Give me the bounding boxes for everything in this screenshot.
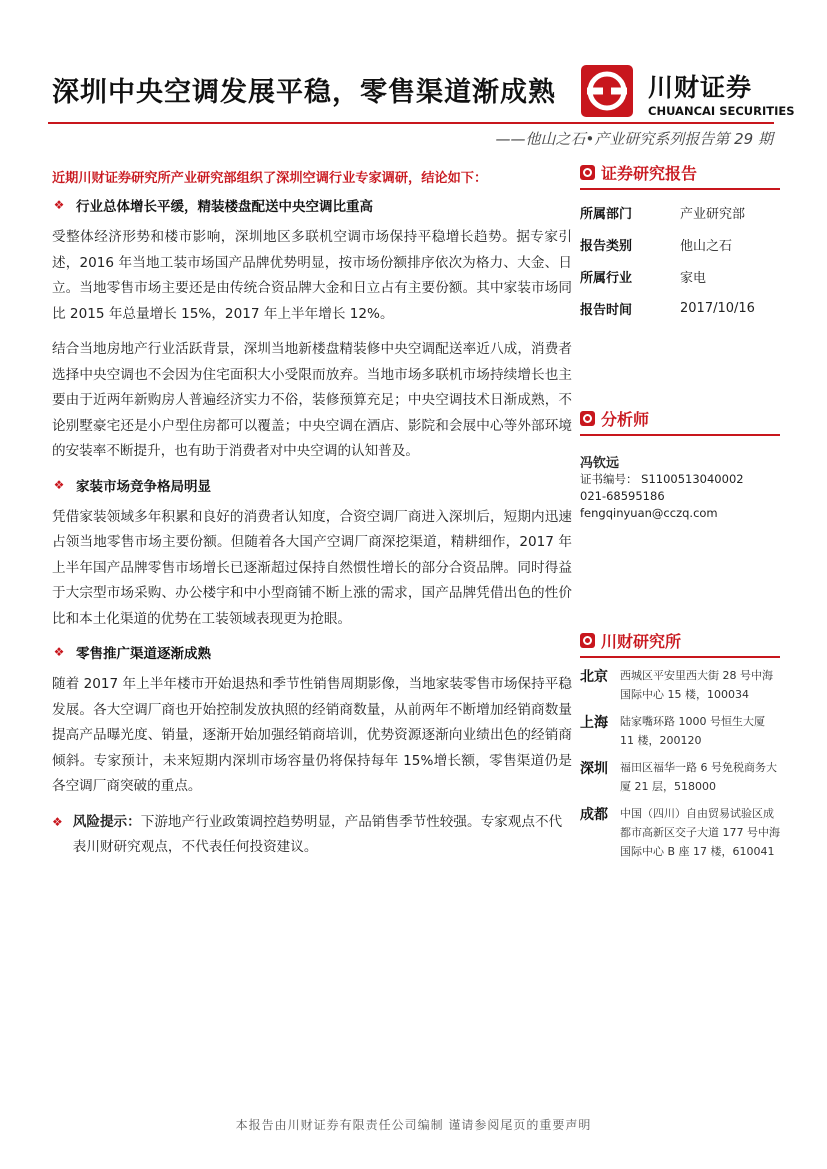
analyst-heading bbox=[580, 404, 790, 432]
info-row bbox=[580, 196, 790, 228]
info-value: 他山之石 bbox=[680, 238, 733, 254]
diamond-bullet-icon: ❖ bbox=[52, 814, 63, 829]
main-content bbox=[52, 167, 572, 861]
analyst-phone: 021-68595186 bbox=[580, 489, 665, 503]
info-value: 2017/10/16 bbox=[680, 300, 755, 316]
info-label: 报告时间 bbox=[580, 302, 633, 318]
report-heading bbox=[580, 158, 790, 186]
paragraph: 受整体经济形势和楼市影响，深圳地区多联机空调市场保持平稳增长趋势。据专家引述，2016 年当地工装市场国产品牌优势明显，按市场份额排序依次为格力、大金、日立。当地零售市场主要还是由传统合资品牌大金和日立占有主要份额。其中家装市场同比 2015 年总量增长 15%，2017 年上半年增长 12%。 bbox=[52, 229, 572, 322]
info-row bbox=[580, 292, 790, 324]
analyst-cert: 证书编号： S1100513040002 bbox=[580, 472, 744, 486]
section-heading-text: 家装市场竞争格局明显 bbox=[76, 478, 211, 495]
sidebar bbox=[580, 158, 790, 869]
analyst-badge-icon bbox=[580, 411, 595, 426]
paragraph: 结合当地房地产行业活跃背景，深圳当地新楼盘精装修中央空调配送率近八成，消费者选择中央空调也不会因为住宅面积大小受限而放弃。当地市场多联机市场持续增长也主要由于近两年新购房人普遍经济实力不俗，装修预算充足；中央空调技术日渐成熟，不论别墅豪宅还是小户型住房都可以覆盖；中央空调在酒店、影院和会展中心等外部环境的安装率不断提升，也有助于消费者对中央空调的认知普及。 bbox=[52, 341, 572, 459]
office-entry bbox=[580, 712, 790, 750]
brand-name-en: CHUANCAI SECURITIES bbox=[648, 104, 795, 118]
section-heading-text: 零售推广渠道逐渐成熟 bbox=[76, 646, 211, 662]
office-city: 成都 bbox=[580, 807, 608, 823]
info-label: 所属行业 bbox=[580, 270, 633, 286]
info-row bbox=[580, 228, 790, 260]
diamond-bullet-icon: ❖ bbox=[53, 198, 65, 212]
paragraph: 随着 2017 年上半年楼市开始退热和季节性销售周期影像，当地家装零售市场保持平稳发展。各大空调厂商也开始控制发放执照的经销商数量，从前两年不断增加经销商数量提高产品曝光度、销量，逐渐开始加强经销商培训，优势资源逐渐向业绩出色的经销商倾斜。专家预计，未来短期内深圳市场容量仍将保持每年 15%增长额，零售渠道仍是各空调厂商突破的重点。 bbox=[52, 676, 572, 794]
office-address: 陆家嘴环路 1000 号恒生大厦 11 楼，200120 bbox=[620, 715, 765, 747]
brand-name-cn: 川财证券 bbox=[648, 73, 753, 102]
office-entry bbox=[580, 804, 790, 861]
office-city: 上海 bbox=[580, 715, 608, 731]
report-heading-text: 证券研究报告 bbox=[601, 163, 698, 183]
page-title: 深圳中央空调发展平稳，零售渠道渐成熟 bbox=[52, 77, 556, 108]
analyst-heading-text: 分析师 bbox=[601, 409, 650, 429]
office-address: 西城区平安里西大街 28 号中海国际中心 15 楼，100034 bbox=[620, 669, 773, 701]
office-entry bbox=[580, 666, 790, 704]
section-heading bbox=[52, 475, 572, 495]
diamond-bullet-icon: ❖ bbox=[53, 477, 65, 492]
intro-conclusion: 近期川财证券研究所产业研究部组织了深圳空调行业专家调研，结论如下： bbox=[52, 171, 488, 186]
office-address: 中国（四川）自由贸易试验区成都市高新区交子大道 177 号中海国际中心 B 座 17 楼，610041 bbox=[620, 807, 780, 858]
paragraph: 凭借家装领域多年积累和良好的消费者认知度，合资空调厂商进入深圳后，短期内迅速占领当地零售市场主要份额。但随着各大国产空调厂商深挖渠道，精耕细作，2017 年上半年国产品牌零售市场增长已逐渐超过保持自然惯性增长的部分合资品牌。同时得益于大宗型市场采购、办公楼宇和中小型商铺不断上涨的需求，国产品牌凭借出色的性价比和本土化渠道的优势在工装领域表现更为抢眼。 bbox=[52, 508, 572, 627]
analyst-name: 冯钦远 bbox=[580, 456, 620, 471]
sidebar-divider bbox=[580, 656, 780, 658]
sidebar-divider bbox=[580, 188, 780, 190]
report-series-subtitle: ——他山之石•产业研究系列报告第 29 期 bbox=[495, 130, 773, 148]
office-city: 深圳 bbox=[580, 761, 608, 777]
info-label: 所属部门 bbox=[580, 206, 633, 222]
section-heading-text: 行业总体增长平缓，精装楼盘配送中央空调比重高 bbox=[76, 199, 373, 215]
risk-label: 风险提示： bbox=[72, 813, 141, 830]
header-divider bbox=[48, 122, 774, 124]
office-address: 福田区福华一路 6 号免税商务大厦 21 层，518000 bbox=[620, 761, 777, 793]
office-city: 北京 bbox=[580, 669, 608, 685]
section-heading bbox=[52, 195, 572, 215]
analyst-email[interactable]: fengqinyuan@cczq.com bbox=[580, 506, 718, 520]
sidebar-divider bbox=[580, 434, 780, 436]
report-badge-icon bbox=[580, 165, 595, 180]
institute-heading-text: 川财研究所 bbox=[601, 631, 682, 651]
info-label: 报告类别 bbox=[580, 238, 633, 254]
office-entry bbox=[580, 758, 790, 796]
report-info bbox=[580, 196, 790, 324]
info-value: 家电 bbox=[680, 270, 707, 286]
risk-warning bbox=[52, 810, 572, 861]
diamond-bullet-icon: ❖ bbox=[53, 645, 65, 659]
institute-heading bbox=[580, 626, 790, 654]
info-value: 产业研究部 bbox=[680, 206, 746, 222]
section-heading bbox=[52, 642, 572, 662]
company-logo-icon bbox=[581, 65, 633, 117]
info-row bbox=[580, 260, 790, 292]
risk-text: 下游地产行业政策调控趋势明显，产品销售季节性较强。专家观点不代表川财研究观点，不代表任何投资建议。 bbox=[72, 813, 563, 855]
institute-badge-icon bbox=[580, 633, 595, 648]
page-footer-disclaimer: 本报告由川财证券有限责任公司编制 谨请参阅尾页的重要声明 bbox=[235, 1118, 592, 1132]
